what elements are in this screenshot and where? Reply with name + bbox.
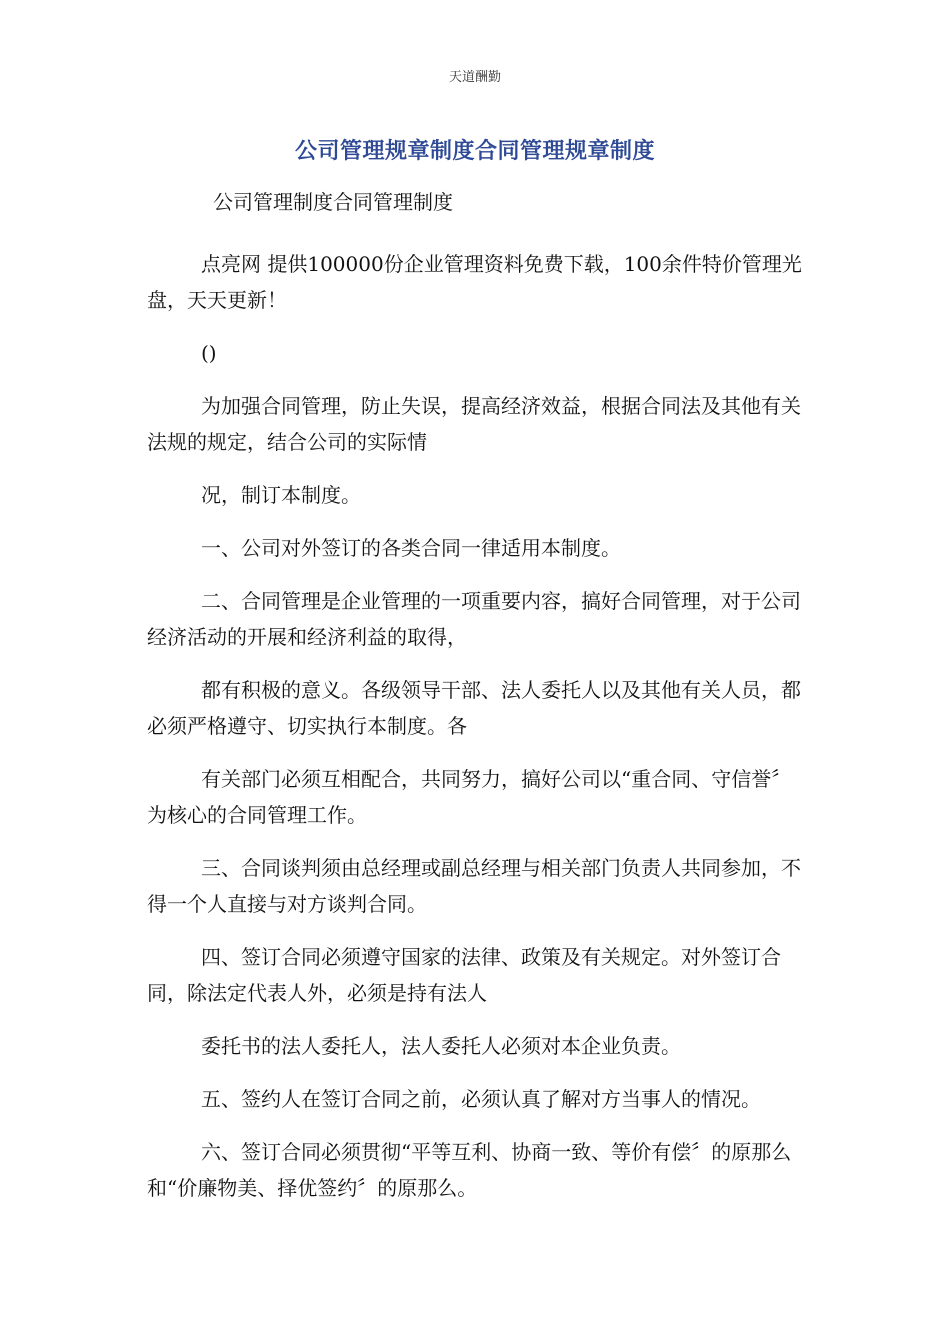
paragraph: 五、签约人在签订合同之前，必须认真了解对方当事人的情况。	[201, 1087, 761, 1111]
paragraph: 为加强合同管理，防止失误，提高经济效益，根据合同法及其他有关法规的规定，结合公司的实际情	[147, 394, 801, 454]
paragraph: 况，制订本制度。	[201, 483, 361, 507]
paragraph: 二、合同管理是企业管理的一项重要内容，搞好合同管理，对于公司经济活动的开展和经济利益的取得，	[147, 589, 801, 649]
paragraph: 都有积极的意义。各级领导干部、法人委托人以及其他有关人员，都必须严格遵守、切实执行本制度。各	[147, 678, 801, 738]
paragraph: 委托书的法人委托人，法人委托人必须对本企业负责。	[201, 1034, 681, 1058]
document-body	[147, 184, 807, 1223]
paragraph: ()	[201, 341, 217, 365]
paragraph: 四、签订合同必须遵守国家的法律、政策及有关规定。对外签订合同，除法定代表人外，必须是持有法人	[147, 945, 781, 1005]
paragraph: 点亮网 提供100000份企业管理资料免费下载，100余件特价管理光盘，天天更新！	[147, 252, 802, 312]
paragraph: 六、签订合同必须贯彻“平等互利、协商一致、等价有偿〞的原那么和“价廉物美、择优签约〞的原那么。	[147, 1140, 792, 1200]
paragraph: 三、合同谈判须由总经理或副总经理与相关部门负责人共同参加，不得一个人直接与对方谈判合同。	[147, 856, 801, 916]
document-title: 公司管理规章制度合同管理规章制度	[294, 139, 655, 164]
document-subtitle: 公司管理制度合同管理制度	[213, 190, 453, 214]
page-header: 天道酬勤	[448, 70, 501, 85]
paragraph: 一、公司对外签订的各类合同一律适用本制度。	[201, 536, 621, 560]
paragraph: 有关部门必须互相配合，共同努力，搞好公司以“重合同、守信誉〞为核心的合同管理工作。	[147, 767, 792, 827]
